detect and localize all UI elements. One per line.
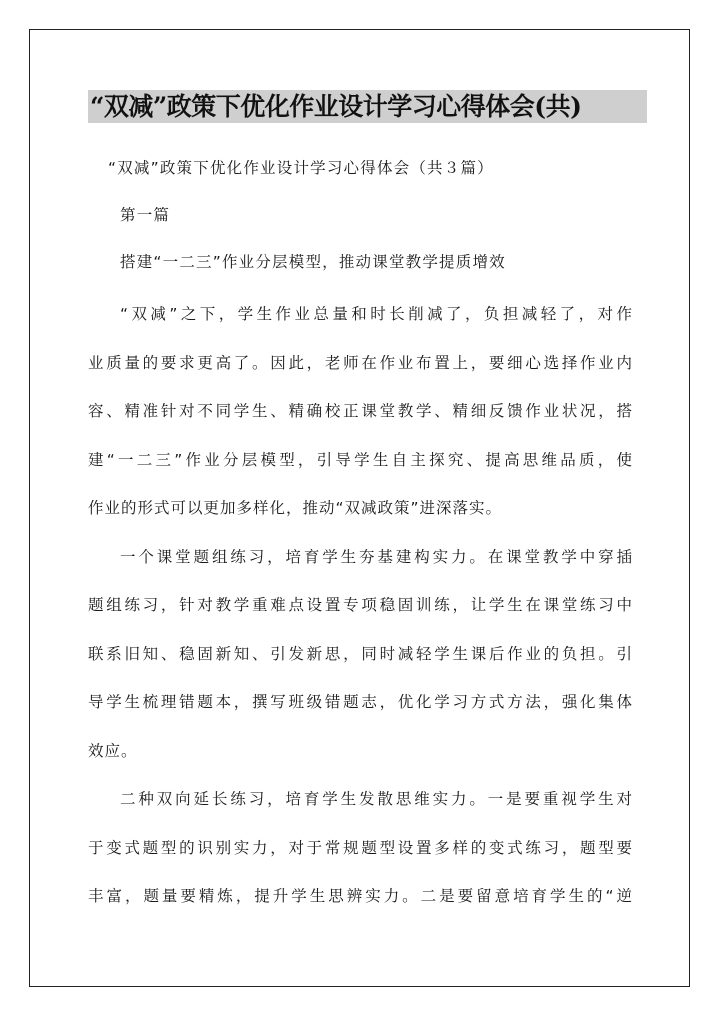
document-body bbox=[88, 149, 633, 921]
section-subheading: 搭建“一二三”作业分层模型，推动课堂教学提质增效 bbox=[120, 253, 506, 271]
section-heading: 第一篇 bbox=[120, 206, 171, 224]
paragraph-3 bbox=[88, 775, 633, 921]
paragraph-line: 导学生梳理错题本，撰写班级错题志，优化学习方式方法，强化集体 bbox=[88, 693, 633, 711]
paragraph-line: 作业的形式可以更加多样化，推动“双减政策”进深落实。 bbox=[88, 499, 503, 517]
paragraph-1 bbox=[88, 290, 633, 533]
paragraph-line: “双减”之下，学生作业总量和时长削减了，负担减轻了，对作 bbox=[120, 305, 633, 323]
document-subtitle: “双减”政策下优化作业设计学习心得体会（共３篇） bbox=[108, 159, 494, 177]
paragraph-2 bbox=[88, 533, 633, 776]
paragraph-line: 题组练习，针对教学重难点设置专项稳固训练，让学生在课堂练习中 bbox=[88, 596, 633, 614]
paragraph-line: 联系旧知、稳固新知、引发新思，同时减轻学生课后作业的负担。引 bbox=[88, 644, 633, 663]
paragraph-line: 效应。 bbox=[88, 741, 138, 760]
paragraph-line: 容、精准针对不同学生、精确校正课堂教学、精细反馈作业状况，搭 bbox=[88, 402, 633, 420]
paragraph-line: 于变式题型的识别实力，对于常规题型设置多样的变式练习，题型要 bbox=[88, 838, 633, 857]
document-title: “双减”政策下优化作业设计学习心得体会(共) bbox=[88, 90, 647, 123]
paragraph-line: 二种双向延长练习，培育学生发散思维实力。一是要重视学生对 bbox=[120, 790, 633, 808]
paragraph-line: 建“一二三”作业分层模型，引导学生自主探究、提高思维品质，使 bbox=[88, 450, 633, 469]
paragraph-line: 一个课堂题组练习，培育学生夯基建构实力。在课堂教学中穿插 bbox=[120, 547, 633, 566]
paragraph-line: 业质量的要求更高了。因此，老师在作业布置上，要细心选择作业内 bbox=[88, 353, 633, 372]
paragraph-line: 丰富，题量要精炼，提升学生思辨实力。二是要留意培育学生的“逆 bbox=[88, 887, 633, 905]
